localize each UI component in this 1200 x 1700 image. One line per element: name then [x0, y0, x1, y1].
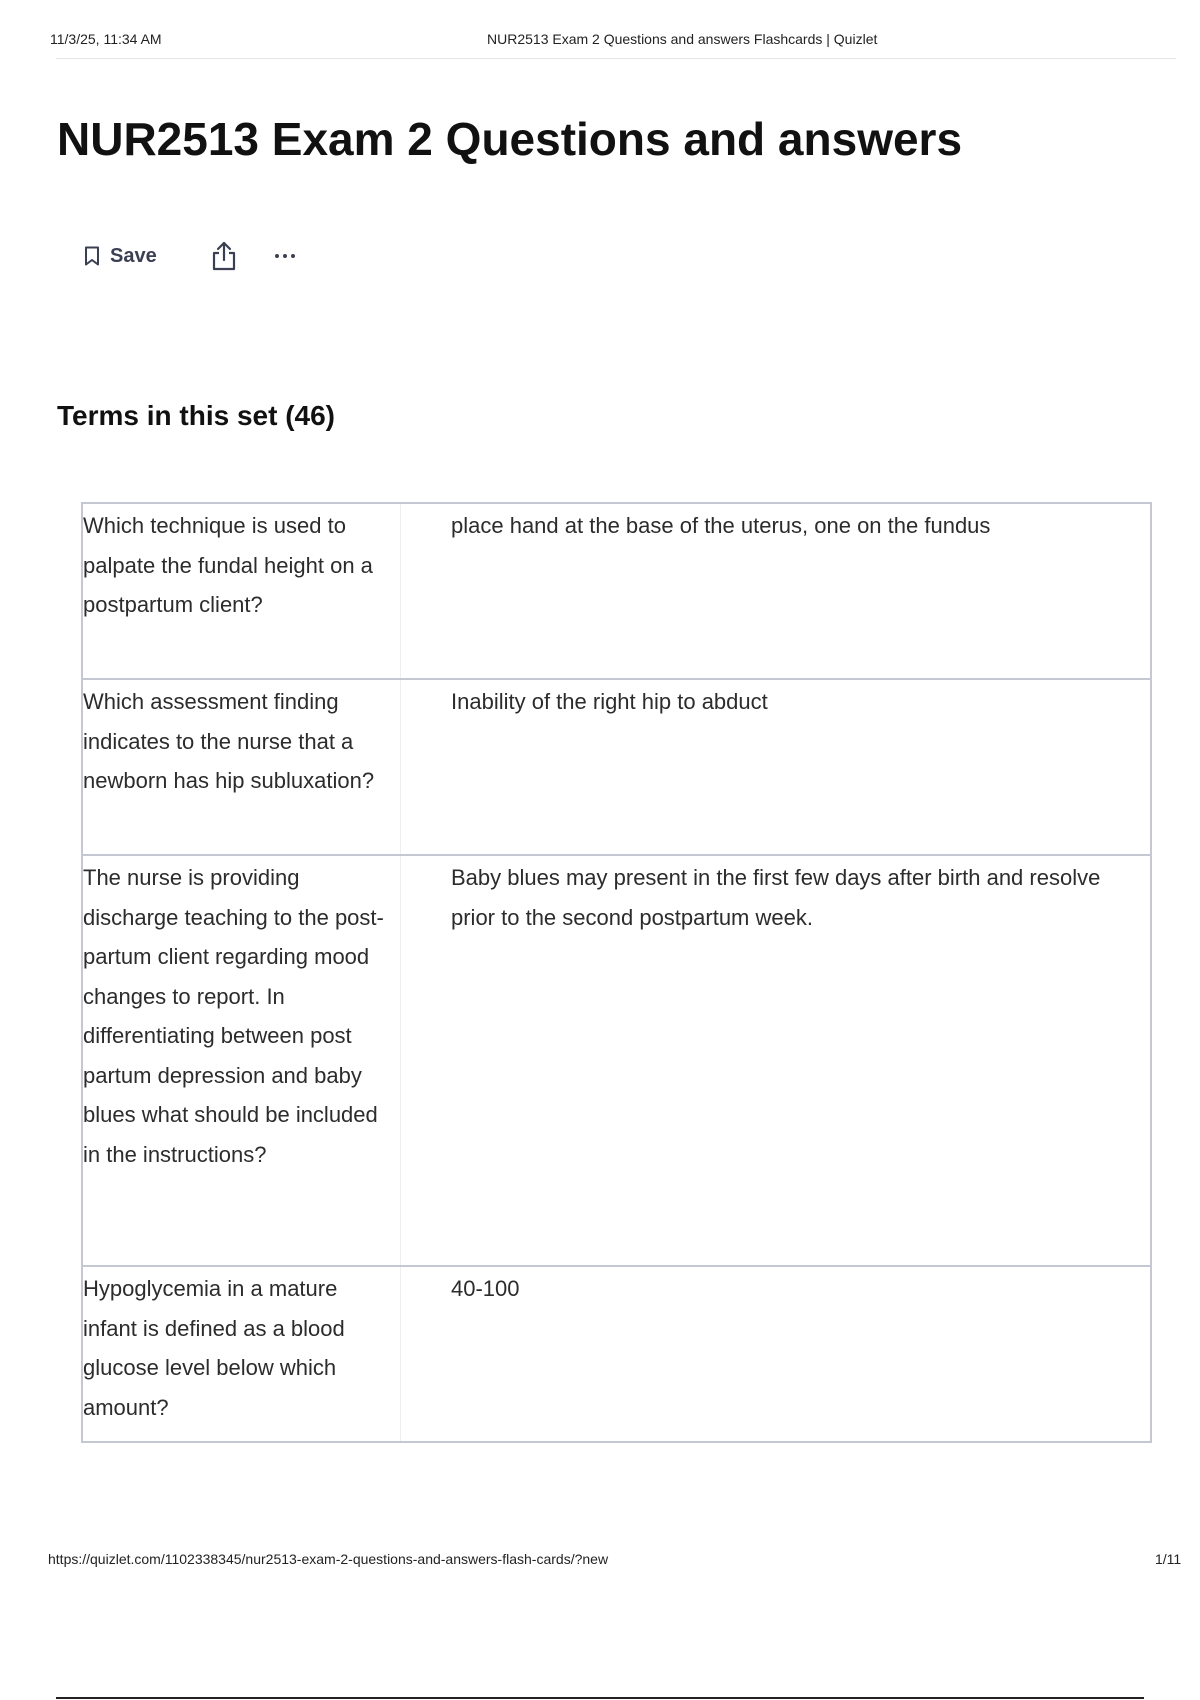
definition-text: 40-100	[451, 1276, 520, 1301]
header-divider	[56, 58, 1176, 59]
terms-table	[81, 502, 1152, 1443]
page-title: NUR2513 Exam 2 Questions and answers	[57, 113, 963, 165]
save-button[interactable]	[84, 245, 157, 268]
term-text: Hypoglycemia in a mature infant is defined as a blood glucose level below which amount?	[83, 1267, 401, 1441]
term-text: Which assessment finding indicates to the nurse that a newborn has hip subluxation?	[83, 680, 401, 854]
terms-heading: Terms in this set (46)	[57, 400, 336, 431]
table-row[interactable]	[83, 680, 1150, 856]
print-page-indicator: 1/11	[1155, 1551, 1182, 1567]
print-doc-title: NUR2513 Exam 2 Questions and answers Flashcards | Quizlet	[487, 31, 878, 47]
print-datetime: 11/3/25, 11:34 AM	[50, 31, 162, 47]
term-text: The nurse is providing discharge teaching to the post-partum client regarding mood changes to report. In differentiating between post partum depression and baby blues what should be included in the instructions?	[83, 856, 401, 1265]
set-toolbar	[84, 236, 295, 276]
table-row[interactable]	[83, 856, 1150, 1267]
definition-text: Inability of the right hip to abduct	[451, 689, 768, 714]
save-label: Save	[110, 244, 157, 267]
print-header	[0, 0, 1200, 60]
definition-text: place hand at the base of the uterus, one on the fundus	[451, 513, 991, 538]
more-icon[interactable]	[275, 251, 295, 261]
bookmark-icon	[84, 246, 100, 266]
definition-text: Baby blues may present in the first few days after birth and resolve prior to the second postpartum week.	[451, 865, 1101, 930]
term-text: Which technique is used to palpate the fundal height on a postpartum client?	[83, 504, 401, 678]
table-row[interactable]	[83, 504, 1150, 680]
share-icon[interactable]	[209, 240, 239, 272]
table-row[interactable]	[83, 1267, 1150, 1443]
print-footer-url: https://quizlet.com/1102338345/nur2513-exam-2-questions-and-answers-flash-cards/?new	[48, 1551, 609, 1567]
page-bottom-rule	[56, 1697, 1144, 1699]
